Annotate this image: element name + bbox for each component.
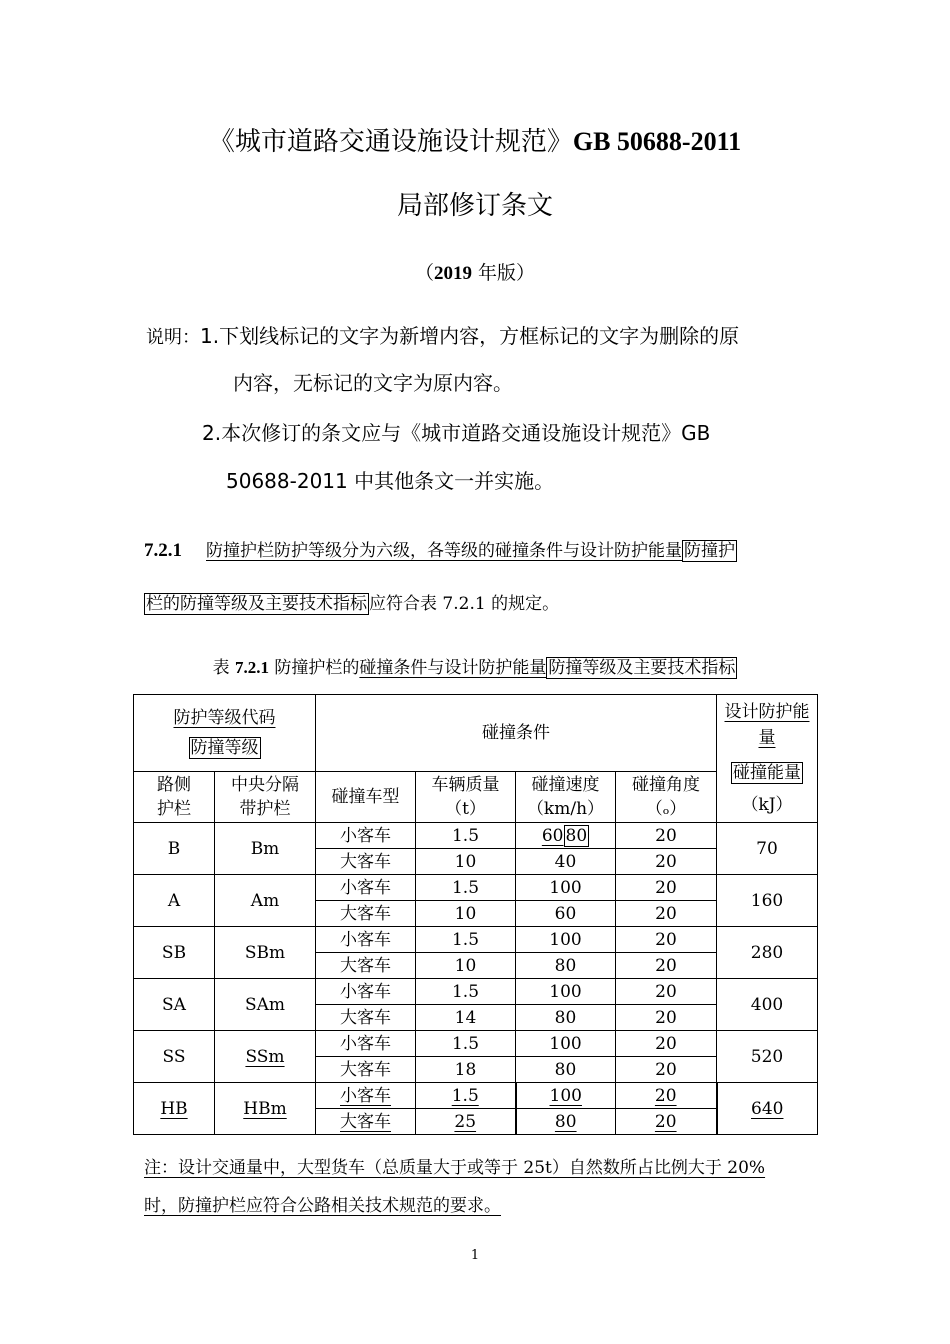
table-row xyxy=(134,979,818,1005)
cell-vehicle: 大客车 xyxy=(316,1005,416,1031)
cell-speed-old: 80 xyxy=(565,825,588,846)
table-caption-deleted: 防撞等级及主要技术指标 xyxy=(548,658,736,678)
table-row xyxy=(134,1031,818,1057)
cell-mass: 1.5 xyxy=(416,823,516,849)
cell-vehicle: 大客车 xyxy=(316,849,416,875)
cell-vehicle: 小客车 xyxy=(316,1031,416,1057)
cell-median: Am xyxy=(215,875,316,927)
note-item1-line1: 1.下划线标记的文字为新增内容，方框标记的文字为删除的原 xyxy=(200,324,740,348)
cell-vehicle: 小客车 xyxy=(316,1083,416,1109)
table-caption-number: 7.2.1 xyxy=(235,658,269,677)
cell-speed: 80 xyxy=(516,1005,616,1031)
page-number: 1 xyxy=(470,1248,480,1263)
cell-speed: 100 xyxy=(516,1083,616,1109)
table-row xyxy=(134,927,818,953)
cell-speed: 80 xyxy=(516,1057,616,1083)
cell-speed: 60 xyxy=(516,901,616,927)
title-prefix: 《城市道路交通设施设计规范》 xyxy=(208,127,573,157)
header-energy-new: 设计防护能量 xyxy=(724,702,810,748)
cell-roadside: SB xyxy=(134,927,215,979)
cell-energy: 520 xyxy=(717,1031,818,1083)
header-grade-code: 防护等级代码 防撞等级 xyxy=(134,695,316,772)
header-speed: 碰撞速度 （km/h） xyxy=(516,772,616,823)
cell-speed: 100 xyxy=(516,979,616,1005)
header-energy-unit: （kJ） xyxy=(741,795,793,815)
table-row xyxy=(134,1083,818,1109)
cell-vehicle: 小客车 xyxy=(316,927,416,953)
footnote-line-1: 注：设计交通量中，大型货车（总质量大于或等于 25t）自然数所占比例大于 20% xyxy=(144,1158,766,1178)
cell-mass: 10 xyxy=(416,953,516,979)
header-grade-old: 防撞等级 xyxy=(190,738,259,758)
cell-angle: 20 xyxy=(616,901,717,927)
cell-angle: 20 xyxy=(616,823,717,849)
cell-mass: 1.5 xyxy=(416,1031,516,1057)
table-row xyxy=(134,875,818,901)
table-row xyxy=(134,823,818,849)
cell-mass: 10 xyxy=(416,901,516,927)
cell-mass: 1.5 xyxy=(416,875,516,901)
cell-energy: 160 xyxy=(717,875,818,927)
cell-vehicle: 大客车 xyxy=(316,901,416,927)
note-item2-line1: 2.本次修订的条文应与《城市道路交通设施设计规范》GB xyxy=(202,421,711,445)
cell-mass: 18 xyxy=(416,1057,516,1083)
cell-energy: 400 xyxy=(717,979,818,1031)
cell-energy: 70 xyxy=(717,823,818,875)
cell-median: SAm xyxy=(215,979,316,1031)
cell-speed-new: 60 xyxy=(541,825,564,846)
header-vehicle: 碰撞车型 xyxy=(316,772,416,823)
note-line-1 xyxy=(146,318,739,356)
note-label: 说明： xyxy=(146,327,200,348)
clause-line-1 xyxy=(144,537,737,565)
table-caption: 表 7.2.1 防撞护栏的碰撞条件与设计防护能量 防撞等级及主要技术指标 xyxy=(212,658,736,678)
guardrail-table xyxy=(133,694,818,1135)
cell-angle: 20 xyxy=(616,849,717,875)
header-energy-old: 碰撞能量 xyxy=(733,763,801,783)
cell-vehicle: 小客车 xyxy=(316,875,416,901)
cell-energy: 280 xyxy=(717,927,818,979)
cell-angle: 20 xyxy=(616,875,717,901)
cell-speed: 100 xyxy=(516,875,616,901)
document-subtitle: 局部修订条文 xyxy=(396,191,553,221)
cell-speed xyxy=(516,823,616,849)
cell-vehicle: 大客车 xyxy=(316,953,416,979)
cell-angle: 20 xyxy=(616,953,717,979)
clause-deleted-text-2: 栏的防撞等级及主要技术指标 xyxy=(146,594,367,614)
cell-roadside: SS xyxy=(134,1031,215,1083)
cell-vehicle: 大客车 xyxy=(316,1109,416,1135)
cell-mass: 14 xyxy=(416,1005,516,1031)
edition-label: （2019 年版） xyxy=(414,262,536,284)
header-angle: 碰撞角度 （ₒ） xyxy=(616,772,717,823)
cell-angle: 20 xyxy=(616,1005,717,1031)
cell-median: Bm xyxy=(215,823,316,875)
cell-energy: 640 xyxy=(717,1083,818,1135)
note-item2-line2: 50688-2011 中其他条文一并实施。 xyxy=(226,469,555,493)
table-caption-added: 碰撞条件与设计防护能量 xyxy=(359,658,547,678)
cell-mass: 1.5 xyxy=(416,979,516,1005)
cell-mass: 1.5 xyxy=(416,927,516,953)
cell-vehicle: 大客车 xyxy=(316,1057,416,1083)
header-mass: 车辆质量 （t） xyxy=(416,772,516,823)
cell-roadside: B xyxy=(134,823,215,875)
header-energy xyxy=(717,695,818,823)
cell-mass: 1.5 xyxy=(416,1083,516,1109)
document-title xyxy=(0,122,950,162)
cell-speed: 80 xyxy=(516,953,616,979)
cell-speed: 100 xyxy=(516,927,616,953)
edition-year: 2019 xyxy=(433,263,472,284)
title-code: GB 50688-2011 xyxy=(572,127,742,156)
note-item1-line2: 内容，无标记的文字为原内容。 xyxy=(233,371,513,395)
cell-speed: 100 xyxy=(516,1031,616,1057)
cell-vehicle: 小客车 xyxy=(316,823,416,849)
cell-vehicle: 小客车 xyxy=(316,979,416,1005)
cell-speed: 40 xyxy=(516,849,616,875)
header-median: 中央分隔带护栏 xyxy=(215,772,316,823)
cell-median: HBm xyxy=(215,1083,316,1135)
cell-angle: 20 xyxy=(616,1057,717,1083)
cell-roadside: SA xyxy=(134,979,215,1031)
cell-mass: 10 xyxy=(416,849,516,875)
cell-angle: 20 xyxy=(616,1031,717,1057)
cell-speed: 80 xyxy=(516,1109,616,1135)
header-roadside: 路侧护栏 xyxy=(134,772,215,823)
cell-median: SSm xyxy=(215,1031,316,1083)
clause-added-text: 防撞护栏防护等级分为六级，各等级的碰撞条件与设计防护能量 xyxy=(206,541,682,561)
clause-line-2 xyxy=(144,590,559,618)
cell-angle: 20 xyxy=(616,1109,717,1135)
cell-angle: 20 xyxy=(616,979,717,1005)
cell-roadside: A xyxy=(134,875,215,927)
cell-median: SBm xyxy=(215,927,316,979)
cell-mass: 25 xyxy=(416,1109,516,1135)
cell-angle: 20 xyxy=(616,1083,717,1109)
clause-tail: 应符合表 7.2.1 的规定。 xyxy=(369,594,560,614)
header-collision: 碰撞条件 xyxy=(316,695,717,772)
clause-deleted-text-1: 防撞护 xyxy=(684,541,735,561)
cell-angle: 20 xyxy=(616,927,717,953)
cell-roadside: HB xyxy=(134,1083,215,1135)
clause-number: 7.2.1 xyxy=(144,540,182,561)
footnote-line-2: 时，防撞护栏应符合公路相关技术规范的要求。 xyxy=(144,1196,501,1216)
